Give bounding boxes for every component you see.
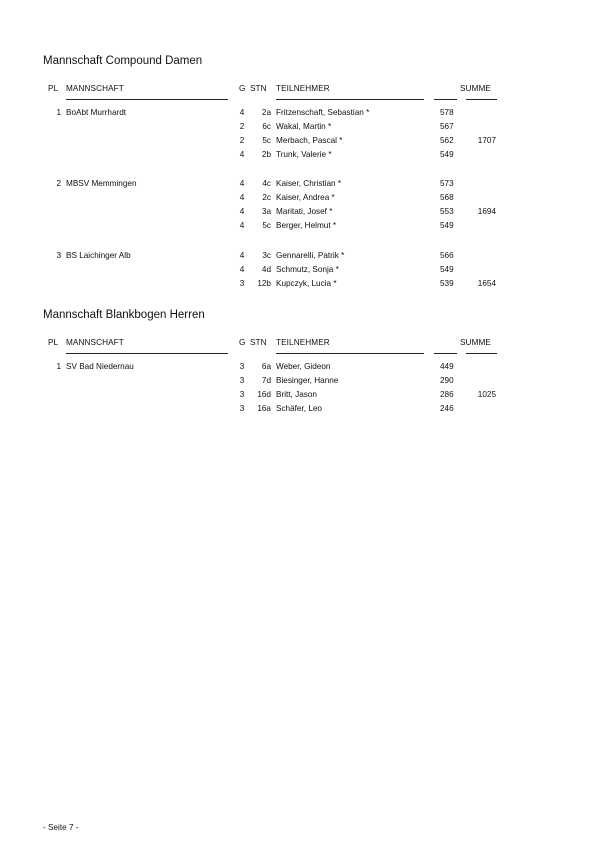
participant-name: Kaiser, Andrea * xyxy=(276,193,335,202)
participant-stn: 16a xyxy=(257,404,271,413)
header-rule-mannschaft xyxy=(66,353,228,354)
header-summe: SUMME xyxy=(460,338,491,347)
team-summe: 1694 xyxy=(477,207,496,216)
participant-row xyxy=(0,150,595,164)
header-rule-teilnehmer xyxy=(276,353,424,354)
participant-stn: 6a xyxy=(261,362,271,371)
participant-name: Kupczyk, Lucia * xyxy=(276,279,337,288)
participant-score: 449 xyxy=(440,362,454,371)
team-name: BoAbt Murrhardt xyxy=(66,108,127,117)
header-g: G xyxy=(239,338,246,347)
team-place: 1 xyxy=(56,108,61,117)
participant-row xyxy=(0,193,595,207)
participant-score: 246 xyxy=(440,404,454,413)
participant-row xyxy=(0,265,595,279)
participant-stn: 2c xyxy=(262,193,271,202)
participant-stn: 3a xyxy=(261,207,271,216)
participant-g: 4 xyxy=(239,150,245,159)
participant-g: 2 xyxy=(239,122,245,131)
participant-name: Trunk, Valerie * xyxy=(276,150,332,159)
participant-row xyxy=(0,279,595,293)
header-stn: STN xyxy=(250,338,267,347)
participant-g: 3 xyxy=(239,279,245,288)
participant-stn: 4c xyxy=(262,179,271,188)
header-mannschaft: MANNSCHAFT xyxy=(66,338,124,347)
header-rule-teilnehmer xyxy=(276,99,424,100)
participant-g: 3 xyxy=(239,404,245,413)
participant-score: 549 xyxy=(440,150,454,159)
header-rule-mannschaft xyxy=(66,99,228,100)
team-place: 2 xyxy=(56,179,61,188)
participant-score: 573 xyxy=(440,179,454,188)
participant-name: Weber, Gideon xyxy=(276,362,331,371)
participant-score: 553 xyxy=(440,207,454,216)
header-teilnehmer: TEILNEHMER xyxy=(276,338,330,347)
participant-g: 4 xyxy=(239,265,245,274)
participant-stn: 6c xyxy=(262,122,271,131)
participant-row xyxy=(0,404,595,418)
participant-g: 4 xyxy=(239,108,245,117)
participant-score: 286 xyxy=(440,390,454,399)
participant-stn: 3c xyxy=(262,251,271,260)
header-pl: PL xyxy=(48,84,59,93)
participant-name: Biesinger, Hanne xyxy=(276,376,339,385)
participant-name: Schäfer, Leo xyxy=(276,404,322,413)
participant-row xyxy=(0,108,595,122)
participant-name: Merbach, Pascal * xyxy=(276,136,343,145)
participant-g: 4 xyxy=(239,179,245,188)
participant-row xyxy=(0,122,595,136)
participant-score: 567 xyxy=(440,122,454,131)
participant-g: 2 xyxy=(239,136,245,145)
participant-score: 578 xyxy=(440,108,454,117)
participant-g: 4 xyxy=(239,193,245,202)
page-footer: - Seite 7 - xyxy=(43,823,79,832)
participant-row xyxy=(0,207,595,221)
header-rule-summe xyxy=(466,353,497,354)
team-name: BS Laichinger Alb xyxy=(66,251,131,260)
participant-row xyxy=(0,362,595,376)
participant-score: 290 xyxy=(440,376,454,385)
participant-g: 3 xyxy=(239,376,245,385)
team-name: MBSV Memmingen xyxy=(66,179,137,188)
participant-score: 568 xyxy=(440,193,454,202)
team-summe: 1025 xyxy=(477,390,496,399)
participant-stn: 2a xyxy=(261,108,271,117)
participant-name: Kaiser, Christian * xyxy=(276,179,342,188)
participant-row xyxy=(0,251,595,265)
participant-name: Maritati, Josef * xyxy=(276,207,333,216)
header-pl: PL xyxy=(48,338,59,347)
participant-g: 4 xyxy=(239,207,245,216)
participant-score: 539 xyxy=(440,279,454,288)
participant-name: Gennarelli, Patrik * xyxy=(276,251,345,260)
header-stn: STN xyxy=(250,84,267,93)
participant-row xyxy=(0,221,595,235)
header-rule-score xyxy=(434,353,457,354)
participant-name: Britt, Jason xyxy=(276,390,317,399)
header-teilnehmer: TEILNEHMER xyxy=(276,84,330,93)
team-name: SV Bad Niedernau xyxy=(66,362,134,371)
participant-stn: 4d xyxy=(261,265,271,274)
participant-name: Schmutz, Sonja * xyxy=(276,265,339,274)
participant-name: Fritzenschaft, Sebastian * xyxy=(276,108,370,117)
header-summe: SUMME xyxy=(460,84,491,93)
participant-g: 4 xyxy=(239,251,245,260)
participant-stn: 7d xyxy=(261,376,271,385)
participant-row xyxy=(0,179,595,193)
participant-g: 3 xyxy=(239,362,245,371)
participant-stn: 12b xyxy=(257,279,271,288)
participant-stn: 5c xyxy=(262,136,271,145)
participant-score: 566 xyxy=(440,251,454,260)
header-rule-score xyxy=(434,99,457,100)
participant-row xyxy=(0,376,595,390)
participant-row xyxy=(0,136,595,150)
participant-g: 3 xyxy=(239,390,245,399)
participant-score: 549 xyxy=(440,265,454,274)
team-summe: 1654 xyxy=(477,279,496,288)
participant-stn: 16d xyxy=(257,390,271,399)
team-summe: 1707 xyxy=(477,136,496,145)
header-mannschaft: MANNSCHAFT xyxy=(66,84,124,93)
team-place: 3 xyxy=(56,251,61,260)
section-title: Mannschaft Compound Damen xyxy=(43,55,203,67)
team-place: 1 xyxy=(56,362,61,371)
participant-stn: 2b xyxy=(261,150,271,159)
participant-name: Wakal, Martin * xyxy=(276,122,332,131)
participant-score: 549 xyxy=(440,221,454,230)
participant-name: Berger, Helmut * xyxy=(276,221,337,230)
participant-score: 562 xyxy=(440,136,454,145)
participant-row xyxy=(0,390,595,404)
participant-g: 4 xyxy=(239,221,245,230)
header-rule-summe xyxy=(466,99,497,100)
header-g: G xyxy=(239,84,246,93)
participant-stn: 5c xyxy=(262,221,271,230)
section-title: Mannschaft Blankbogen Herren xyxy=(43,309,205,321)
